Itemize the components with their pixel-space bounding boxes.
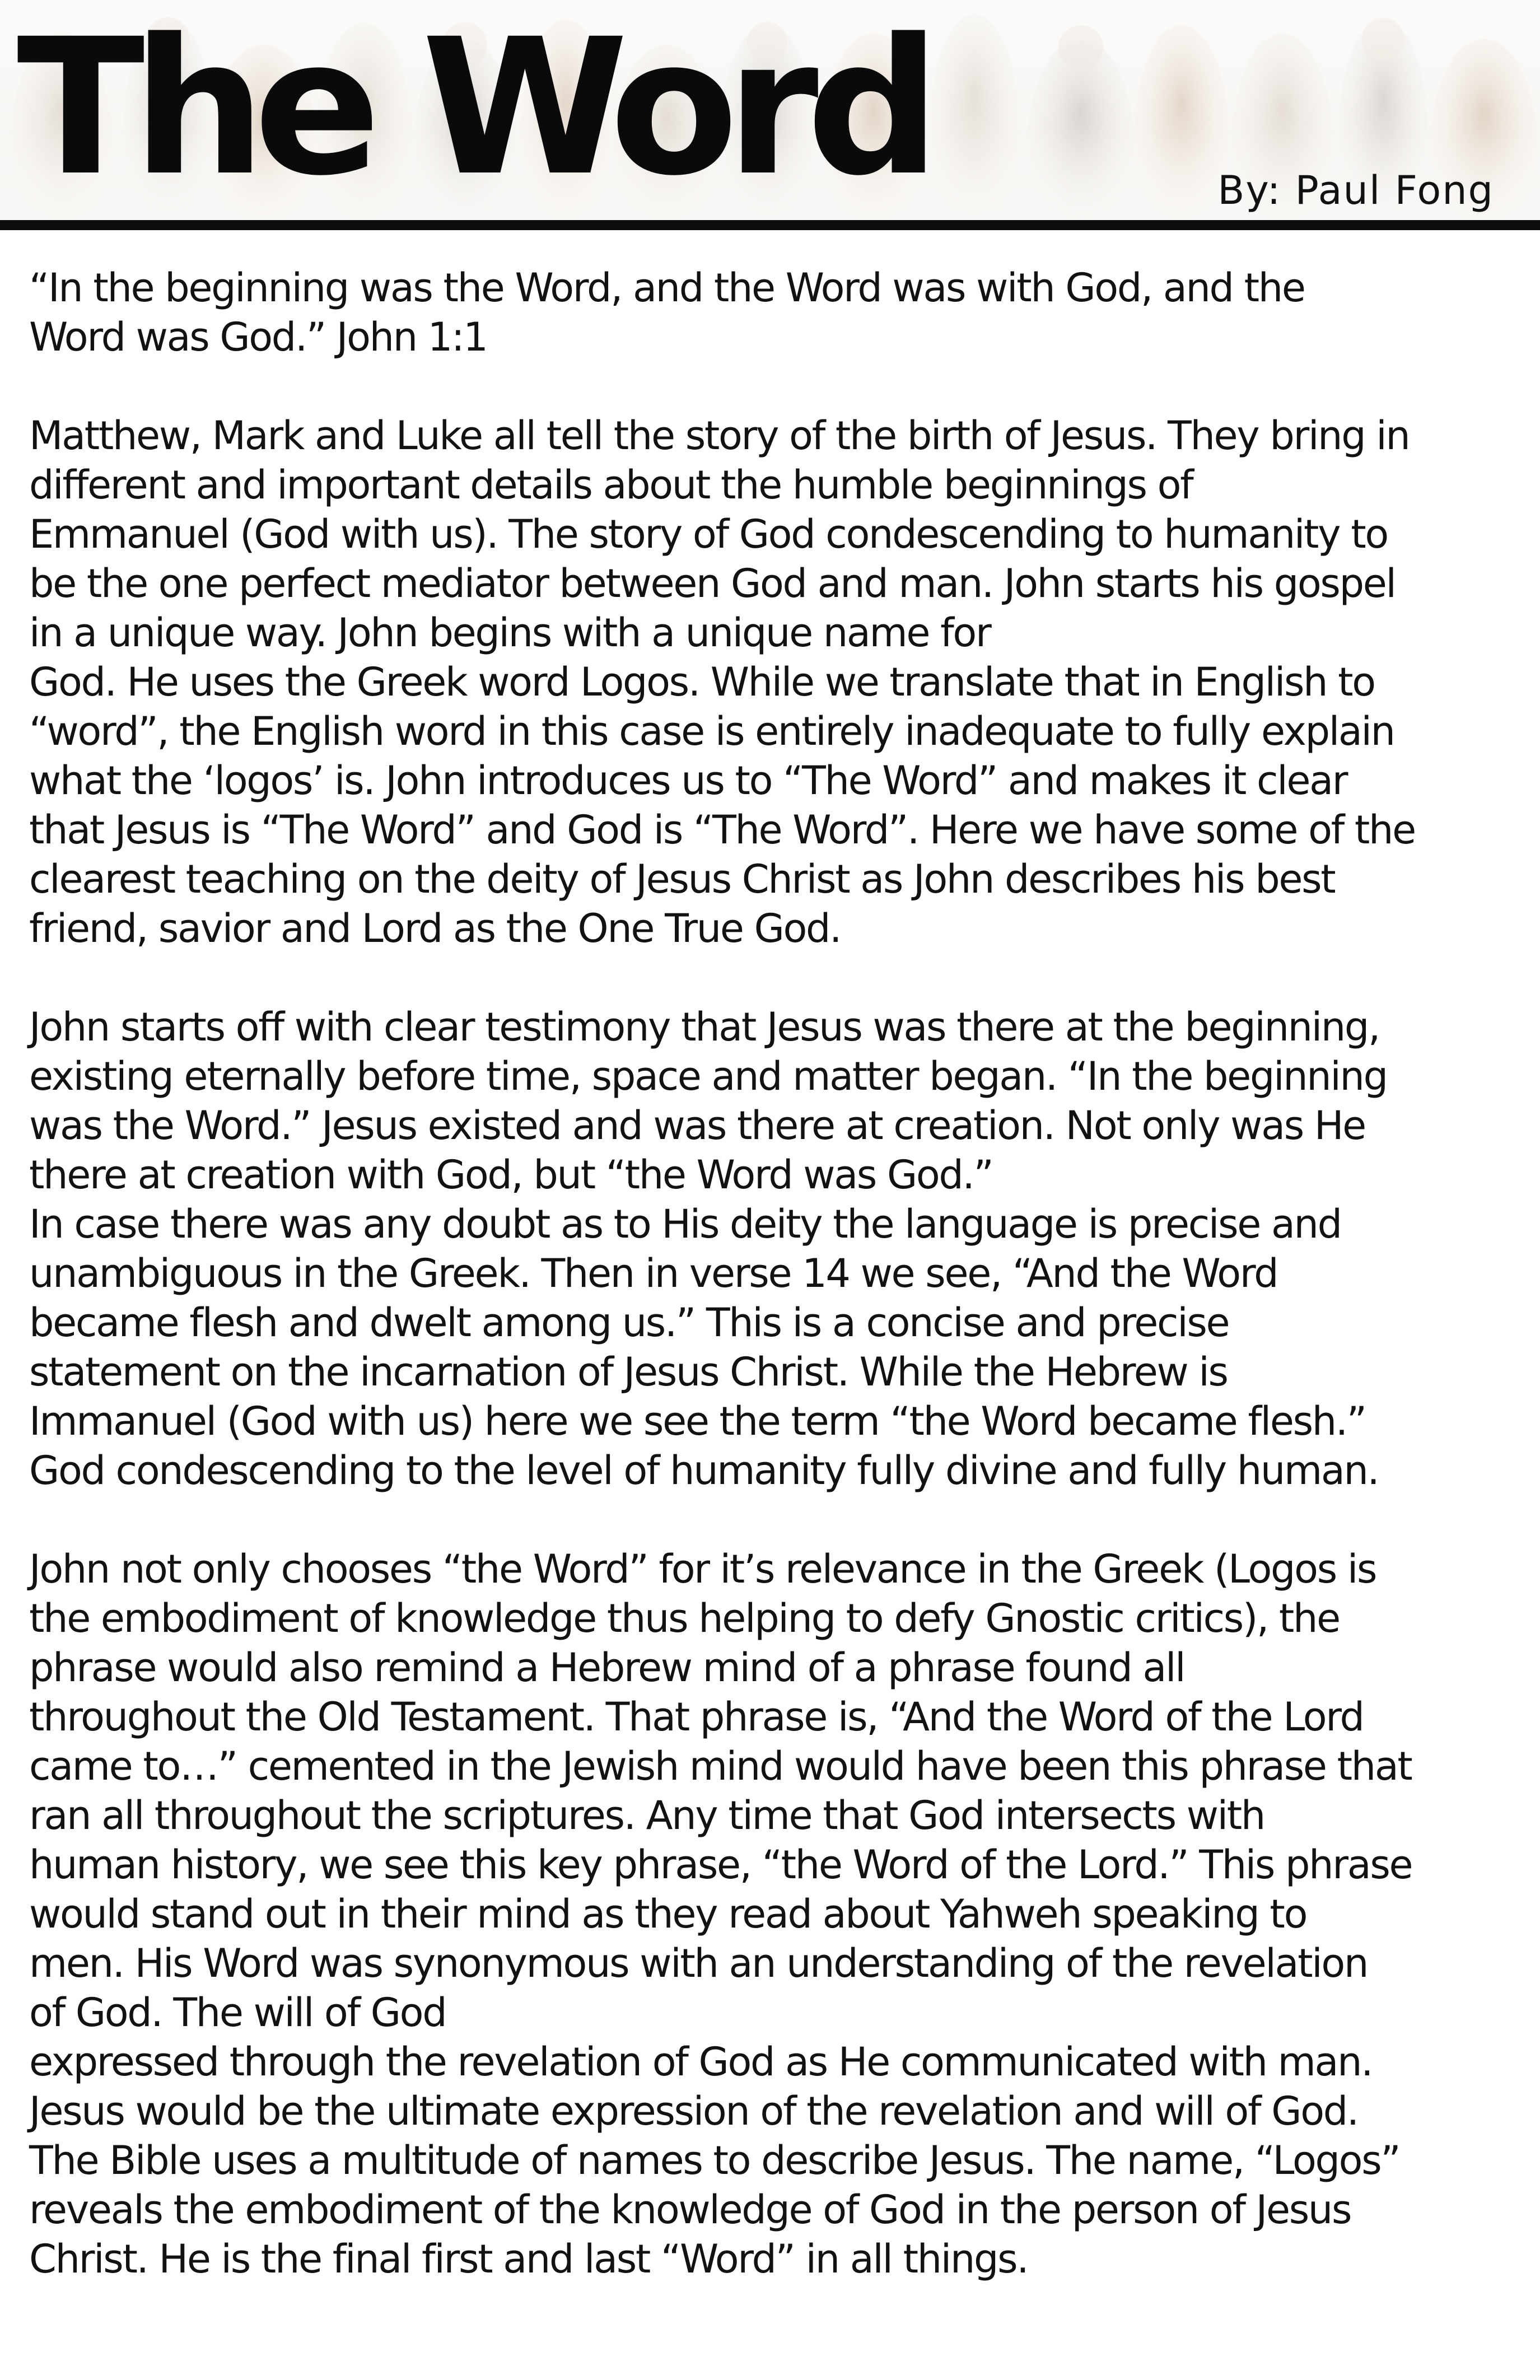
paragraph-line: God condescending to the level of humanity fully divine and fully human. bbox=[29, 1448, 1379, 1494]
paragraph-line: that Jesus is “The Word” and God is “The Word”. Here we have some of the bbox=[29, 807, 1415, 853]
article-paragraph bbox=[29, 411, 1519, 953]
article-paragraph bbox=[29, 263, 1519, 362]
article-paragraph bbox=[29, 1002, 1519, 1495]
paragraph-line: ran all throughout the scriptures. Any time that God intersects with bbox=[29, 1793, 1264, 1838]
paragraph-line: Immanuel (God with us) here we see the term “the Word became flesh.” bbox=[29, 1398, 1366, 1444]
paragraph-line: reveals the embodiment of the knowledge of God in the person of Jesus bbox=[29, 2187, 1351, 2233]
paragraph-line: In case there was any doubt as to His deity the language is precise and bbox=[29, 1201, 1341, 1247]
paragraph-line: Jesus would be the ultimate expression of the revelation and will of God. bbox=[29, 2088, 1358, 2134]
article-body bbox=[29, 263, 1519, 2333]
paragraph-line: of God. The will of God bbox=[29, 1990, 446, 2036]
paragraph-line: “In the beginning was the Word, and the Word was with God, and the bbox=[29, 265, 1305, 311]
paragraph-line: in a unique way. John begins with a unique name for bbox=[29, 610, 991, 656]
paragraph-line: be the one perfect mediator between God and man. John starts his gospel bbox=[29, 561, 1396, 606]
paragraph-line: John starts off with clear testimony that Jesus was there at the beginning, bbox=[29, 1004, 1380, 1050]
paragraph-line: The Bible uses a multitude of names to describe Jesus. The name, “Logos” bbox=[29, 2138, 1400, 2183]
paragraph-line: existing eternally before time, space and matter began. “In the beginning bbox=[29, 1053, 1387, 1099]
paragraph-line: there at creation with God, but “the Word was God.” bbox=[29, 1152, 993, 1198]
paragraph-line: Matthew, Mark and Luke all tell the story of the birth of Jesus. They bring in bbox=[29, 413, 1410, 459]
paragraph-line: clearest teaching on the deity of Jesus Christ as John describes his best bbox=[29, 856, 1335, 902]
article-paragraph bbox=[29, 1544, 1519, 2284]
paragraph-line: throughout the Old Testament. That phrase is, “And the Word of the Lord bbox=[29, 1694, 1364, 1740]
paragraph-line: phrase would also remind a Hebrew mind of a phrase found all bbox=[29, 1645, 1185, 1691]
paragraph-line: men. His Word was synonymous with an understanding of the revelation bbox=[29, 1940, 1368, 1986]
author-byline: By: Paul Fong bbox=[1217, 167, 1494, 213]
paragraph-line: friend, savior and Lord as the One True God. bbox=[29, 906, 841, 951]
paragraph-line: unambiguous in the Greek. Then in verse 14 we see, “And the Word bbox=[29, 1250, 1278, 1296]
paragraph-line: different and important details about the humble beginnings of bbox=[29, 462, 1193, 508]
header-divider bbox=[0, 220, 1540, 230]
paragraph-line: human history, we see this key phrase, “the Word of the Lord.” This phrase bbox=[29, 1842, 1412, 1888]
paragraph-line: came to…” cemented in the Jewish mind would have been this phrase that bbox=[29, 1743, 1412, 1789]
paragraph-line: was the Word.” Jesus existed and was there at creation. Not only was He bbox=[29, 1103, 1365, 1149]
paragraph-line: Word was God.” John 1:1 bbox=[29, 314, 487, 360]
paragraph-line: God. He uses the Greek word Logos. While we translate that in English to bbox=[29, 659, 1375, 705]
paragraph-line: the embodiment of knowledge thus helping to defy Gnostic critics), the bbox=[29, 1595, 1340, 1641]
header-banner bbox=[0, 0, 1540, 221]
page-title: The Word bbox=[17, 0, 928, 217]
paragraph-line: what the ‘logos’ is. John introduces us to “The Word” and makes it clear bbox=[29, 758, 1347, 804]
paragraph-line: John not only chooses “the Word” for it’s relevance in the Greek (Logos is bbox=[29, 1546, 1376, 1592]
paragraph-line: “word”, the English word in this case is entirely inadequate to fully explain bbox=[29, 708, 1394, 754]
paragraph-line: Christ. He is the final first and last “Word” in all things. bbox=[29, 2236, 1028, 2282]
paragraph-line: statement on the incarnation of Jesus Christ. While the Hebrew is bbox=[29, 1349, 1228, 1395]
paragraph-line: became flesh and dwelt among us.” This is a concise and precise bbox=[29, 1300, 1229, 1346]
paragraph-line: Emmanuel (God with us). The story of God condescending to humanity to bbox=[29, 511, 1388, 557]
paragraph-line: would stand out in their mind as they read about Yahweh speaking to bbox=[29, 1891, 1307, 1937]
paragraph-line: expressed through the revelation of God as He communicated with man. bbox=[29, 2039, 1373, 2085]
